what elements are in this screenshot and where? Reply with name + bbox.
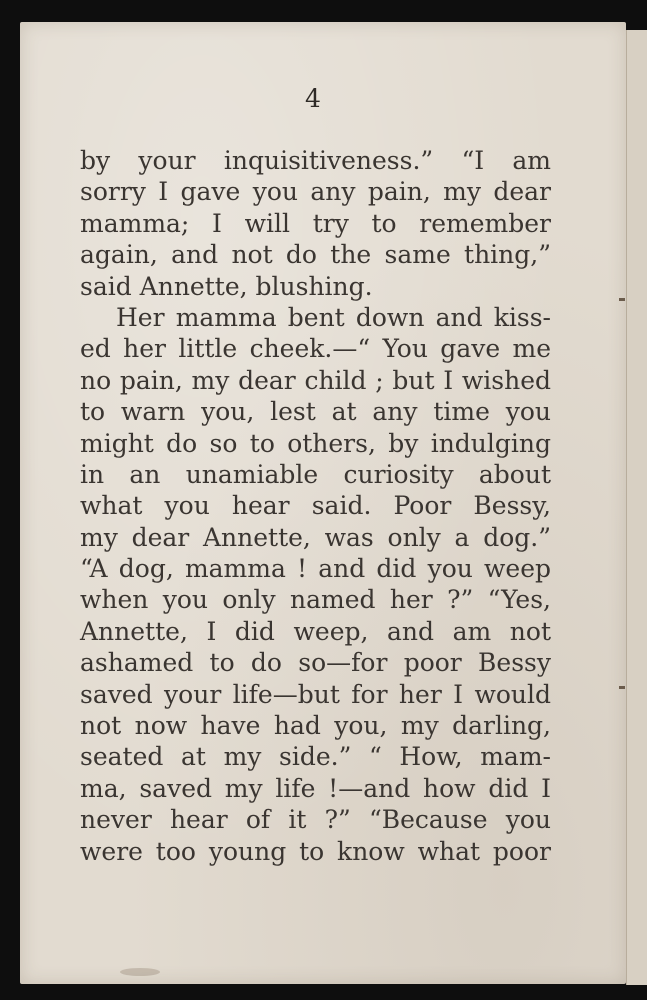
text-line: no pain, my dear child ; but I wished bbox=[80, 365, 551, 395]
text-line: Her mamma bent down and kiss- bbox=[116, 302, 551, 332]
adjacent-page-edge bbox=[626, 30, 647, 985]
text-line: my dear Annette, was only a dog.” bbox=[80, 522, 551, 552]
page-smudge bbox=[120, 968, 160, 976]
text-line: never hear of it ?” “Because you bbox=[80, 805, 551, 835]
text-line: sorry I gave you any pain, my dear bbox=[80, 177, 551, 207]
gutter-mark bbox=[619, 298, 625, 301]
text-line: might do so to others, by indulging bbox=[80, 428, 551, 458]
gutter-mark bbox=[619, 686, 625, 689]
text-line: said Annette, blushing. bbox=[80, 271, 373, 301]
text-line: in an unamiable curiosity about bbox=[80, 459, 551, 489]
text-line: what you hear said. Poor Bessy, bbox=[80, 491, 551, 521]
text-line: again, and not do the same thing,” bbox=[80, 240, 551, 270]
text-line: when you only named her ?” “Yes, bbox=[80, 585, 551, 615]
text-line: were too young to know what poor bbox=[80, 836, 551, 866]
text-line: to warn you, lest at any time you bbox=[80, 397, 551, 427]
page-number: 4 bbox=[305, 84, 321, 113]
text-line: ed her little cheek.—“ You gave me bbox=[80, 334, 551, 364]
text-line: ma, saved my life !—and how did I bbox=[80, 773, 551, 803]
text-line: not now have had you, my darling, bbox=[80, 711, 551, 741]
body-text bbox=[80, 145, 551, 867]
text-line: ashamed to do so—for poor Bessy bbox=[80, 648, 551, 678]
text-line: seated at my side.” “ How, mam- bbox=[80, 742, 551, 772]
text-line: by your inquisitiveness.” “I am bbox=[80, 146, 551, 175]
text-line: Annette, I did weep, and am not bbox=[80, 616, 551, 646]
text-line: “A dog, mamma ! and did you weep bbox=[80, 554, 551, 584]
text-line: saved your life—but for her I would bbox=[80, 679, 551, 709]
text-line: mamma; I will try to remember bbox=[80, 208, 551, 238]
